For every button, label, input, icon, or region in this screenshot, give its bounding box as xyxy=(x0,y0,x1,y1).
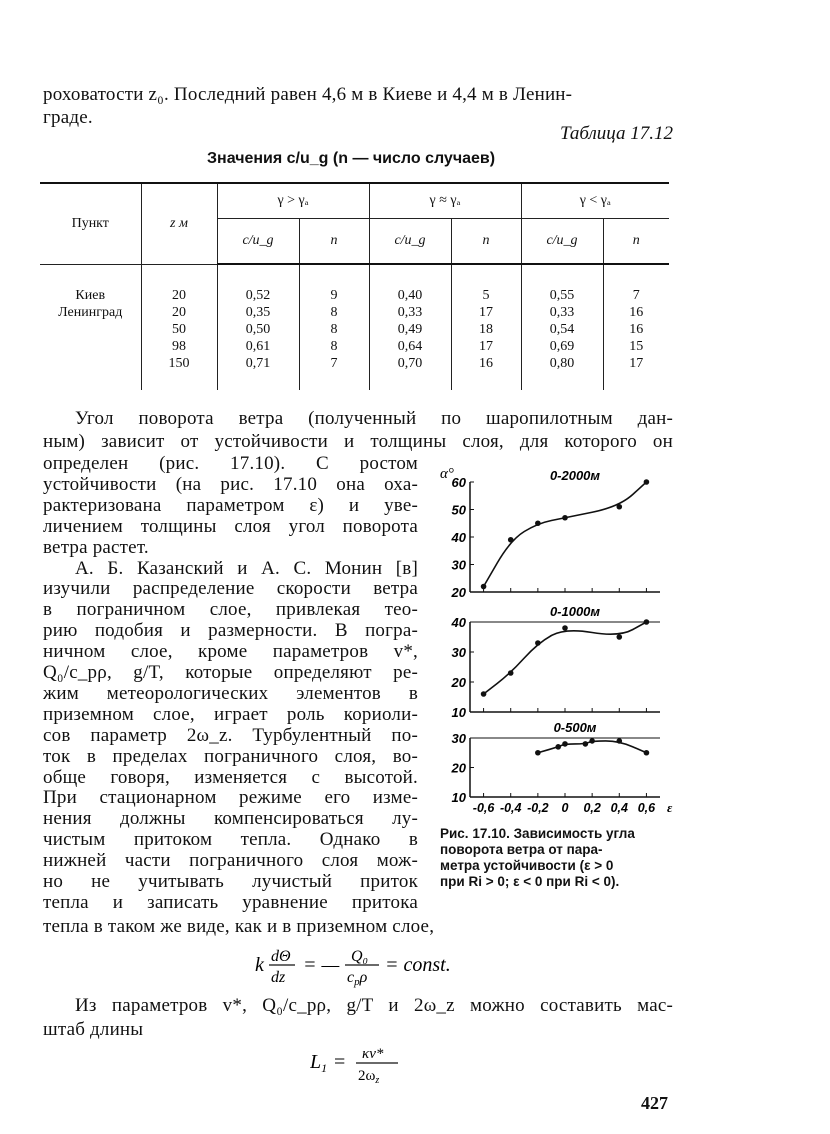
data-point xyxy=(562,625,568,631)
body-line-full-5: штаб длины xyxy=(43,1019,144,1040)
narrow-text-line: но не учитывать лучистый приток xyxy=(43,871,418,892)
table-cell: 98 xyxy=(172,338,186,354)
y-tick-label: 30 xyxy=(451,645,466,660)
y-tick-label: 40 xyxy=(451,530,466,545)
data-point xyxy=(616,738,622,744)
narrow-text-line: приземном слое, играет роль кориоли- xyxy=(43,703,418,725)
y-tick-label: 10 xyxy=(451,790,466,805)
table-cell: 0,64 xyxy=(397,339,423,354)
table-cell: 0,35 xyxy=(245,305,271,320)
figure-caption-line: при Ri > 0; ε < 0 при Ri < 0). xyxy=(440,874,620,889)
narrow-text-line: Q₀/c_pρ, g/T, которые определяют ре- xyxy=(43,662,418,683)
table-cell: 0,70 xyxy=(397,356,423,371)
page-number: 427 xyxy=(641,1093,668,1113)
panel-curve xyxy=(484,482,647,587)
svg-text:=: = xyxy=(334,1051,346,1073)
data-point xyxy=(616,634,622,640)
x-axis-label: ε xyxy=(667,800,673,815)
table-title: Значения c/u_g (n — число случаев) xyxy=(207,150,496,167)
narrow-text-line: нижней части пограничного слоя мож- xyxy=(43,850,418,872)
table-cell: 0,50 xyxy=(245,322,271,337)
y-axis-label: α° xyxy=(440,466,454,482)
station-column xyxy=(40,264,141,390)
header-z: z м xyxy=(141,183,217,264)
x-tick-label: -0,2 xyxy=(527,801,549,815)
svg-text:= —: = — xyxy=(303,954,340,976)
narrow-text-line: сов параметр 2ω_z. Турбулентный по- xyxy=(43,724,418,746)
y-tick-label: 30 xyxy=(451,557,466,573)
data-point xyxy=(481,584,487,590)
narrow-text-line: в пограничном слое, привлекая тео- xyxy=(43,599,418,621)
narrow-text-line: тепла и записать уравнение притока xyxy=(43,891,418,913)
data-point xyxy=(644,750,650,756)
data-point xyxy=(508,670,514,676)
data-point xyxy=(562,515,568,521)
panel-layer-label: 0-500м xyxy=(553,720,597,735)
header-n-3: n xyxy=(603,219,669,265)
panel-layer-label: 0-1000м xyxy=(549,604,601,619)
table-cell: 20 xyxy=(172,287,186,303)
table-cell: 0,69 xyxy=(549,339,575,354)
table-cell: 16 xyxy=(629,305,644,320)
g3-n-column xyxy=(603,264,669,390)
header-n-1: n xyxy=(299,219,369,265)
length-scale-formula-svg xyxy=(310,1040,420,1085)
table-cell: 7 xyxy=(632,288,640,303)
svg-text:cpρ: cpρ xyxy=(347,969,368,988)
y-tick-label: 30 xyxy=(451,731,466,746)
table-cell: 16 xyxy=(479,356,493,371)
svg-text:dz: dz xyxy=(271,969,286,986)
data-point xyxy=(555,744,561,750)
table-cell: 16 xyxy=(629,322,644,337)
table-cell: 8 xyxy=(330,305,338,320)
narrow-text-line: ничном слое, кроме параметров v*, xyxy=(43,641,418,663)
table-cell: 17 xyxy=(479,339,493,354)
body-line-full-3: тепла в таком же виде, как и в приземном слое, xyxy=(43,916,435,937)
narrow-text-line: ток в пределах пограничного слоя, во- xyxy=(43,745,418,767)
table-cell: 0,80 xyxy=(549,356,575,371)
table-cell: 9 xyxy=(330,288,338,303)
y-tick-label: 10 xyxy=(451,705,466,720)
table-cell: 0,54 xyxy=(549,322,575,337)
svg-text:Q₀: Q₀ xyxy=(351,948,369,965)
header-cug-1: c/u_g xyxy=(217,219,299,265)
data-point xyxy=(644,619,650,625)
narrow-text-line: нения должны компенсироваться лу- xyxy=(43,808,418,830)
table-cell: Киев xyxy=(75,287,106,303)
table-cell: 0,40 xyxy=(397,288,423,303)
table-cell: 50 xyxy=(172,321,186,337)
figure-caption xyxy=(440,826,676,890)
svg-text:2ωz: $2\omega_z$ xyxy=(358,1068,380,1085)
table-cell: 15 xyxy=(629,339,644,354)
table-cell: 0,33 xyxy=(549,305,575,320)
table-cell: 0,61 xyxy=(245,339,271,354)
table-cell: 150 xyxy=(168,355,190,371)
header-group-stable: γ > γₐ xyxy=(217,183,369,219)
narrow-text-line: А. Б. Казанский и А. С. Монин [в] xyxy=(75,557,418,579)
header-cug-3: c/u_g xyxy=(521,219,603,265)
intro-line-2: граде. xyxy=(43,107,93,128)
narrow-text-line: устойчивости (на рис. 17.10 она оха- xyxy=(43,473,418,495)
x-tick-label: 0 xyxy=(561,801,569,815)
y-tick-label: 50 xyxy=(451,502,466,518)
table-cell: 17 xyxy=(479,305,493,320)
table-cell: 8 xyxy=(330,339,338,354)
figure-chart xyxy=(440,462,680,822)
panel-curve xyxy=(484,622,647,694)
data-point xyxy=(535,750,541,756)
x-tick-label: -0,4 xyxy=(499,801,522,815)
narrow-text-line: рактеризована параметром ε) и уве- xyxy=(43,494,418,516)
narrow-text-line: При стационарном режиме его изме- xyxy=(43,787,418,809)
data-point xyxy=(535,520,541,526)
table-cell: 5 xyxy=(482,288,490,303)
y-tick-label: 20 xyxy=(451,760,466,776)
table-cell: 0,33 xyxy=(397,305,423,320)
data-point xyxy=(508,537,514,543)
length-scale-formula xyxy=(310,1040,420,1085)
g3-cug-column xyxy=(521,264,603,390)
figure-caption-line: Рис. 17.10. Зависимость угла xyxy=(440,826,635,841)
svg-text:k: k xyxy=(255,954,264,976)
body-line-full-1: Угол поворота ветра (полученный по шаропилотным дан- xyxy=(75,408,673,429)
svg-text:dΘ: dΘ xyxy=(271,948,291,965)
table-cell: 0,52 xyxy=(245,288,271,303)
y-tick-label: 20 xyxy=(451,585,466,600)
g1-n-column xyxy=(299,264,369,390)
data-point xyxy=(644,479,650,485)
data-point xyxy=(583,741,589,747)
narrow-text-line: определен (рис. 17.10). С ростом xyxy=(43,453,418,474)
x-tick-label: 0,6 xyxy=(637,801,656,815)
figure-17-10 xyxy=(440,462,680,822)
narrow-text-line: ветра растет. xyxy=(43,536,149,558)
g2-cug-column xyxy=(369,264,451,390)
narrow-text-line: чистым притоком тепла. Однако в xyxy=(43,829,418,851)
table-cell: 8 xyxy=(330,322,338,337)
panel-layer-label: 0-2000м xyxy=(549,468,601,483)
x-tick-label: 0,4 xyxy=(610,801,628,815)
header-punkt: Пункт xyxy=(40,183,141,264)
y-tick-label: 40 xyxy=(451,615,466,630)
data-point xyxy=(616,504,622,510)
table-cell: 0,71 xyxy=(245,356,271,371)
values-table xyxy=(40,182,669,390)
table-cell: 17 xyxy=(629,356,644,371)
y-tick-label: 20 xyxy=(451,675,466,690)
table-cell: 7 xyxy=(330,356,338,371)
narrow-text-line: личением толщины слоя угол поворота xyxy=(43,515,418,537)
header-cug-2: c/u_g xyxy=(369,219,451,265)
y-tick-label: 60 xyxy=(451,475,466,490)
narrow-text-line: обще говоря, изменяется с высотой. xyxy=(43,766,418,788)
data-point xyxy=(481,691,487,697)
body-line-full-4: Из параметров v*, Q₀/c_pρ, g/T и 2ω_z можно составить мас- xyxy=(75,995,673,1016)
narrow-text-line: рию подобия и размерности. В погра- xyxy=(43,620,418,642)
table-cell: 20 xyxy=(172,304,186,320)
figure-caption-line: метра устойчивости (ε > 0 xyxy=(440,858,614,873)
header-group-unstable: γ < γₐ xyxy=(521,183,669,219)
svg-text:κv*: κv* xyxy=(362,1046,384,1062)
data-point xyxy=(562,741,568,747)
heat-flux-formula-svg xyxy=(255,945,515,988)
header-n-2: n xyxy=(451,219,521,265)
body-line-full-2: ным) зависит от устойчивости и толщины слоя, для которого он xyxy=(43,431,673,452)
heat-flux-formula xyxy=(255,945,515,988)
narrow-text-line: жим метеорологических элементов в xyxy=(43,682,418,704)
data-point xyxy=(589,738,595,744)
svg-text:= const.: = const. xyxy=(385,954,451,976)
x-tick-label: 0,2 xyxy=(583,801,601,815)
header-group-neutral: γ ≈ γₐ xyxy=(369,183,521,219)
g2-n-column xyxy=(451,264,521,390)
x-tick-label: -0,6 xyxy=(472,801,495,815)
table-cell: 18 xyxy=(479,322,493,337)
intro-line-1: роховатости z₀. Последний равен 4,6 м в Киеве и 4,4 м в Ленин- xyxy=(43,84,573,105)
table-cell: 0,49 xyxy=(397,322,423,337)
data-point xyxy=(535,640,541,646)
height-column xyxy=(141,264,217,390)
table-cell: Ленинград xyxy=(58,304,123,320)
narrow-text-line: изучили распределение скорости ветра xyxy=(43,578,418,600)
figure-caption-line: поворота ветра от пара- xyxy=(440,842,603,857)
table-number: Таблица 17.12 xyxy=(560,123,673,144)
table-cell: 0,55 xyxy=(549,288,575,303)
g1-cug-column xyxy=(217,264,299,390)
svg-text:L1: $L_1$ xyxy=(310,1051,328,1075)
